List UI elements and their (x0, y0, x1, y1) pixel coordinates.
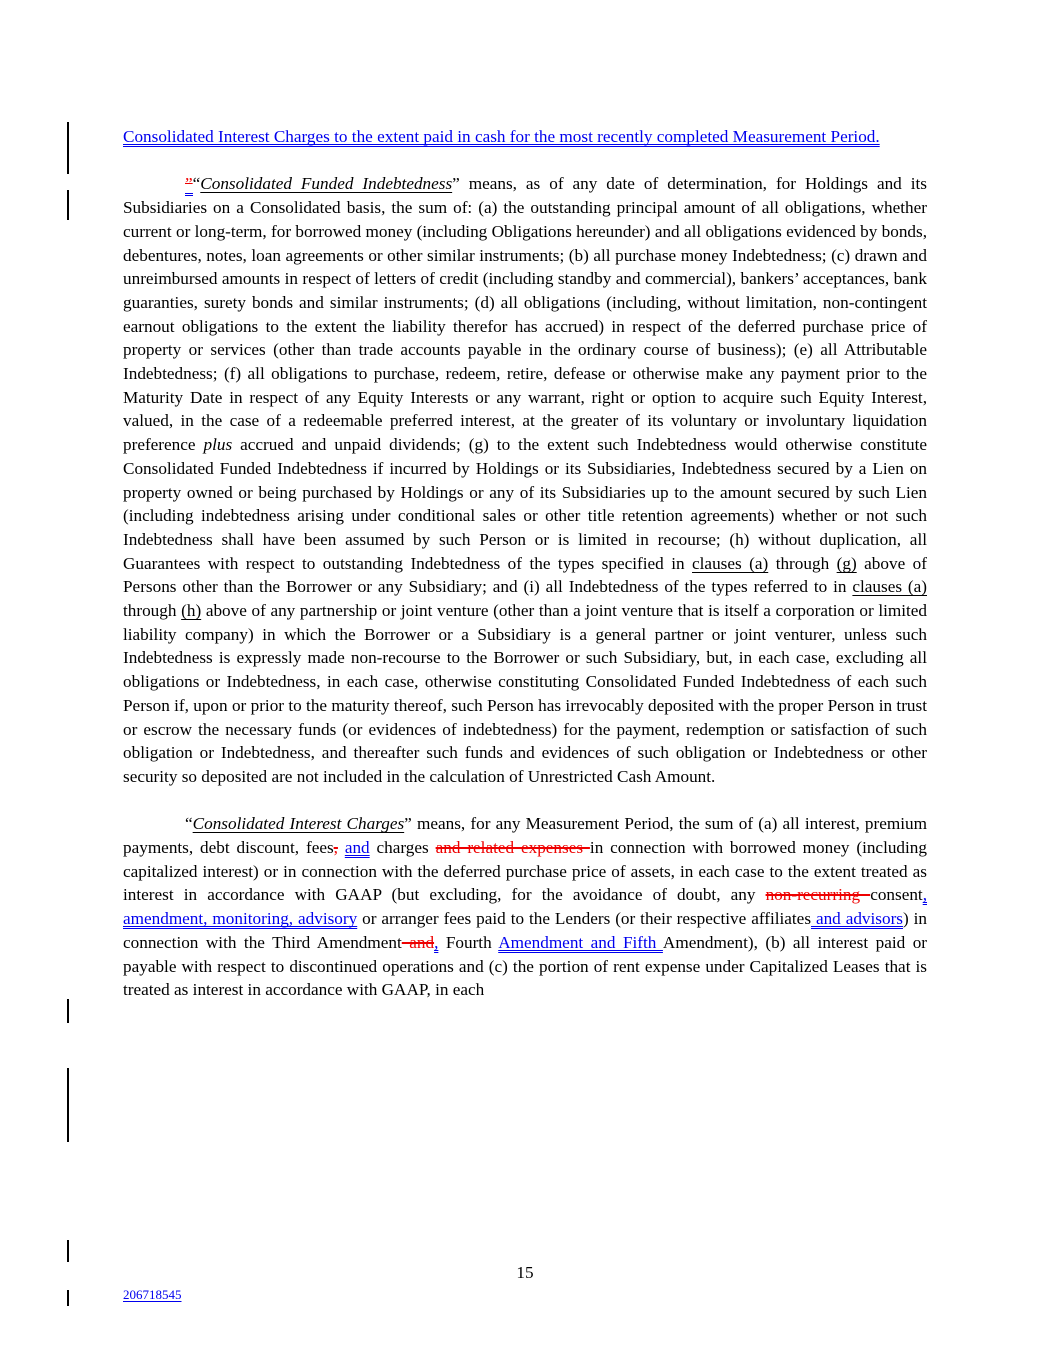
inserted-text: , (434, 932, 439, 952)
body-text-block (123, 125, 927, 1026)
body-text: consent (870, 885, 923, 905)
change-bar (67, 1068, 69, 1142)
deleted-text: and (401, 932, 435, 952)
body-text: through (768, 553, 837, 573)
body-text (338, 838, 345, 857)
body-text: ” means, for any Measurement Period, the sum of (a) all interest, premium payments, debt discount, fees (123, 814, 927, 858)
inserted-text: , amendment, monitoring, advisory (123, 885, 927, 929)
body-text: Fourth (438, 932, 499, 952)
paragraph-consolidated-interest-charges (123, 812, 927, 1002)
body-text: ” means, as of any date of determination, for Holdings and its Subsidiaries on a Consolidated basis, the sum of: (a) the outstanding principal amount of all obligations, whether current or long-term, for borrowed money (including Obligations hereunder) and all obligations evidenced by bonds, debentures, notes, loan agreements or other similar instruments; (b) all purchase money Indebtedness; (c) drawn and unreimbursed amounts in respect of letters of credit (including standby and commercial), bankers’ acceptances, bank guaranties, surety bonds and similar instruments; (d) all obligations (including, without limitation, non-contingent earnout obligations to the extent the liability therefor has accrued) in respect of the deferred purchase price of property or services (other than trade accounts payable in the ordinary course of business); (e) all Attributable Indebtedness; (f) all obligations to purchase, redeem, retire, defease or otherwise make any payment prior to the Maturity Date in respect of any Equity Interests or any warrant, right or option to acquire such Equity Interest, valued, in the case of a redeemable preferred interest, at the greater of its voluntary or involuntary liquidation preference (123, 174, 927, 455)
deleted-quote-mark: ” (185, 174, 193, 196)
body-text: charges (369, 838, 436, 858)
paragraph-continued-insertion (123, 125, 927, 149)
body-text: or arranger fees paid to the Lenders (or their respective affiliates (357, 909, 812, 929)
deleted-text: non-recurring (765, 885, 871, 905)
body-text: in connection with borrowed money (including capitalized interest) or in connection with the deferred purchase price of assets, in each case to the extent treated as interest in accordance with GAAP (but excluding, for the avoidance of doubt, any (123, 838, 927, 905)
cross-reference: (h) (181, 601, 202, 621)
inserted-text: Amendment and Fifth (498, 932, 663, 952)
page-number: 15 (516, 1263, 534, 1282)
defined-term-label: Consolidated Interest Charges (192, 814, 405, 834)
body-text: accrued and unpaid dividends; (g) to the extent such Indebtedness would otherwise constitute Consolidated Funded Indebtedness if incurred by Holdings or its Subsidiaries, Indebtedness secured by a Lien on property owned or being purchased by Holdings or any of its Subsidiaries up to the amount secured by such Lien (including indebtedness arising under conditional sales or other title retention agreements) whether or not such Indebtedness shall have been assumed by such Person or is limited in recourse; (h) without duplication, all Guarantees with respect to outstanding Indebtedness of the types specified in (123, 435, 927, 573)
body-text: ) in connection with the Third Amendment (123, 909, 928, 952)
cross-reference: (g) (836, 553, 857, 573)
body-text: “ (192, 174, 201, 194)
cross-reference: clauses (a) (852, 577, 927, 597)
change-bar (67, 122, 69, 174)
italic-text: plus (203, 435, 233, 455)
defined-term-label: Consolidated Funded Indebtedness (200, 174, 453, 194)
change-bar (67, 999, 69, 1023)
paragraph-consolidated-funded-indebtedness (123, 172, 927, 788)
inserted-text: Consolidated Interest Charges to the extent paid in cash for the most recently completed Measurement Period. (123, 127, 880, 146)
deleted-text: , (333, 838, 338, 858)
change-bar (67, 1290, 69, 1306)
body-text: “ (185, 814, 193, 834)
change-bar (67, 190, 69, 220)
doc-id-stamp: 206718545 (123, 1287, 182, 1302)
deleted-text: and related expenses (435, 838, 590, 858)
cross-reference: clauses (a) (692, 553, 769, 573)
body-text: through (123, 601, 182, 621)
body-text: above of Persons other than the Borrower or any Subsidiary; and (i) all Indebtedness of the types referred to in (123, 553, 927, 597)
body-text: above of any partnership or joint venture (other than a joint venture that is itself a corporation or limited liability company) in which the Borrower or a Subsidiary is a general partner or joint venturer, unless such Indebtedness is expressly made non-recourse to the Borrower or such Subsidiary, but, in each case, excluding all obligations or Indebtedness, in each case, otherwise constituting Consolidated Funded Indebtedness of each such Person if, upon or prior to the maturity thereof, such Person has irrevocably deposited with the proper Person in trust or escrow the necessary funds (or evidences of indebtedness) for the payment, redemption or satisfaction of such obligation or Indebtedness, and thereafter such funds and evidences of such obligation or Indebtedness or other security so deposited are not included in the calculation of Unrestricted Cash Amount. (123, 601, 928, 786)
change-bar (67, 1240, 69, 1262)
inserted-text: and advisors (811, 909, 903, 929)
inserted-text: and (344, 838, 370, 858)
body-text: Amendment), (b) all interest paid or payable with respect to discontinued operations and (c) the portion of rent expense under Capitalized Leases that is treated as interest in accordance with GAAP, in each (123, 932, 928, 1000)
